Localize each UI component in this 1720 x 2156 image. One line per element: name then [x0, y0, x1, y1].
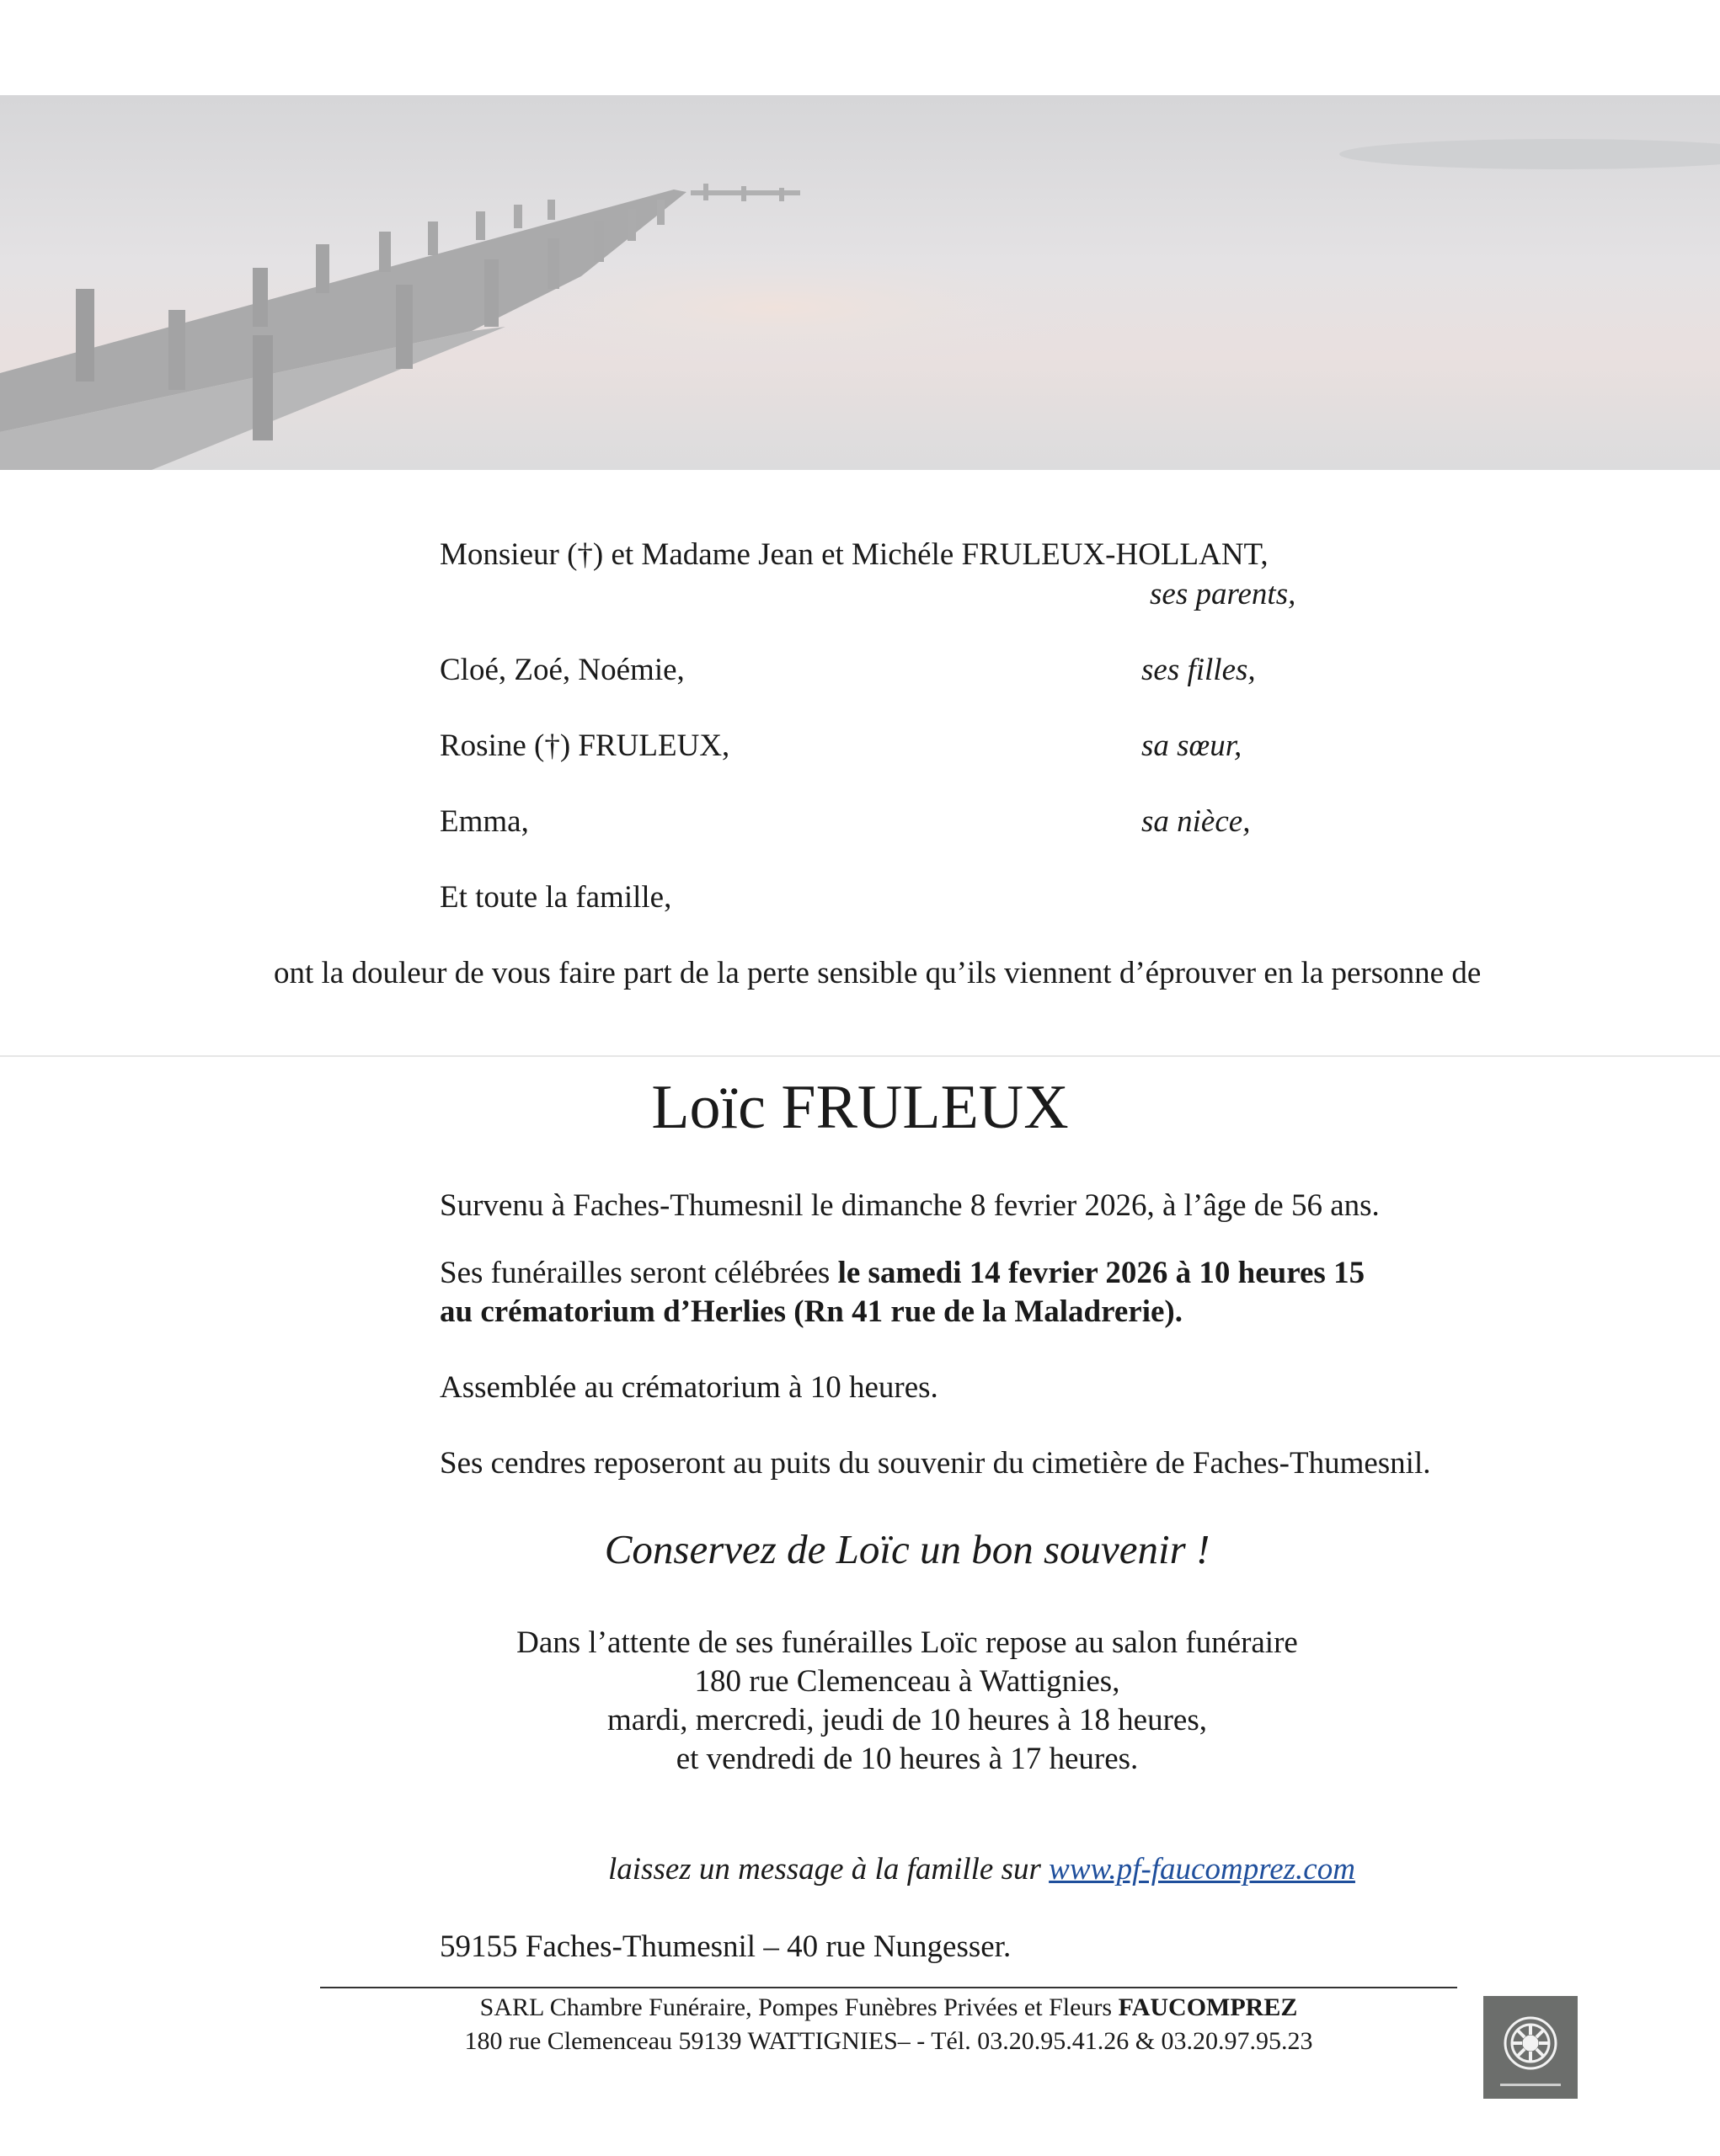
fold-divider: [0, 1055, 1720, 1057]
footer-line-1: [320, 1991, 1457, 2025]
sister-names: Rosine (†) FRULEUX,: [440, 728, 730, 763]
website-link[interactable]: www.pf-faucomprez.com: [1049, 1852, 1355, 1886]
announcement-text: ont la douleur de vous faire part de la perte sensible qu’ils viennent d’éprouver en la personne de: [274, 956, 1482, 990]
niece-names: Emma,: [440, 804, 529, 839]
family-address: 59155 Faches-Thumesnil – 40 rue Nungesser.: [440, 1929, 1012, 1964]
message-line: [608, 1851, 1355, 1888]
company-logo: [1483, 1996, 1578, 2099]
funeral-line-1: [440, 1255, 1365, 1292]
viewing-line-4: et vendredi de 10 heures à 17 heures.: [676, 1742, 1139, 1776]
ashes-info: Ses cendres reposeront au puits du souvenir du cimetière de Faches-Thumesnil.: [440, 1446, 1431, 1481]
daughters-relation: ses filles,: [1141, 653, 1256, 687]
funeral-date: le samedi 14 fevrier 2026 à 10 heures 15: [837, 1256, 1365, 1290]
sister-relation: sa sœur,: [1141, 728, 1242, 763]
parents-relation: ses parents,: [1150, 577, 1296, 611]
assembly-info: Assemblée au crématorium à 10 heures.: [440, 1370, 938, 1405]
whole-family: Et toute la famille,: [440, 880, 672, 915]
memorial-quote: Conservez de Loïc un bon souvenir !: [604, 1526, 1210, 1572]
message-text: laissez un message à la famille sur: [608, 1852, 1050, 1886]
pier-lake-image: [0, 95, 1720, 470]
death-notice: Survenu à Faches-Thumesnil le dimanche 8 fevrier 2026, à l’âge de 56 ans.: [440, 1188, 1380, 1223]
funeral-place: au crématorium d’Herlies (Rn 41 rue de la Maladrerie).: [440, 1294, 1183, 1329]
footer-company: SARL Chambre Funéraire, Pompes Funèbres Privées et Fleurs: [479, 1993, 1119, 2021]
flower-emblem-icon: [1483, 1996, 1578, 2099]
footer-line-2: 180 rue Clemenceau 59139 WATTIGNIES– - Tél. 03.20.95.41.26 & 03.20.97.95.23: [464, 2027, 1313, 2055]
parents-names: Monsieur (†) et Madame Jean et Michéle FRULEUX-HOLLANT,: [440, 537, 1269, 572]
viewing-line-3: mardi, mercredi, jeudi de 10 heures à 18 heures,: [607, 1703, 1207, 1737]
niece-relation: sa nièce,: [1141, 804, 1251, 839]
daughters-names: Cloé, Zoé, Noémie,: [440, 653, 685, 687]
footer-brand: FAUCOMPREZ: [1118, 1993, 1298, 2021]
viewing-line-2: 180 rue Clemenceau à Wattignies,: [694, 1664, 1120, 1699]
footer-rule: [320, 1987, 1457, 1988]
funeral-intro: Ses funérailles seront célébrées: [440, 1256, 838, 1290]
viewing-line-1: Dans l’attente de ses funérailles Loïc repose au salon funéraire: [516, 1625, 1298, 1660]
banner-photo: [0, 95, 1720, 470]
deceased-name: Loïc FRULEUX: [651, 1073, 1069, 1142]
